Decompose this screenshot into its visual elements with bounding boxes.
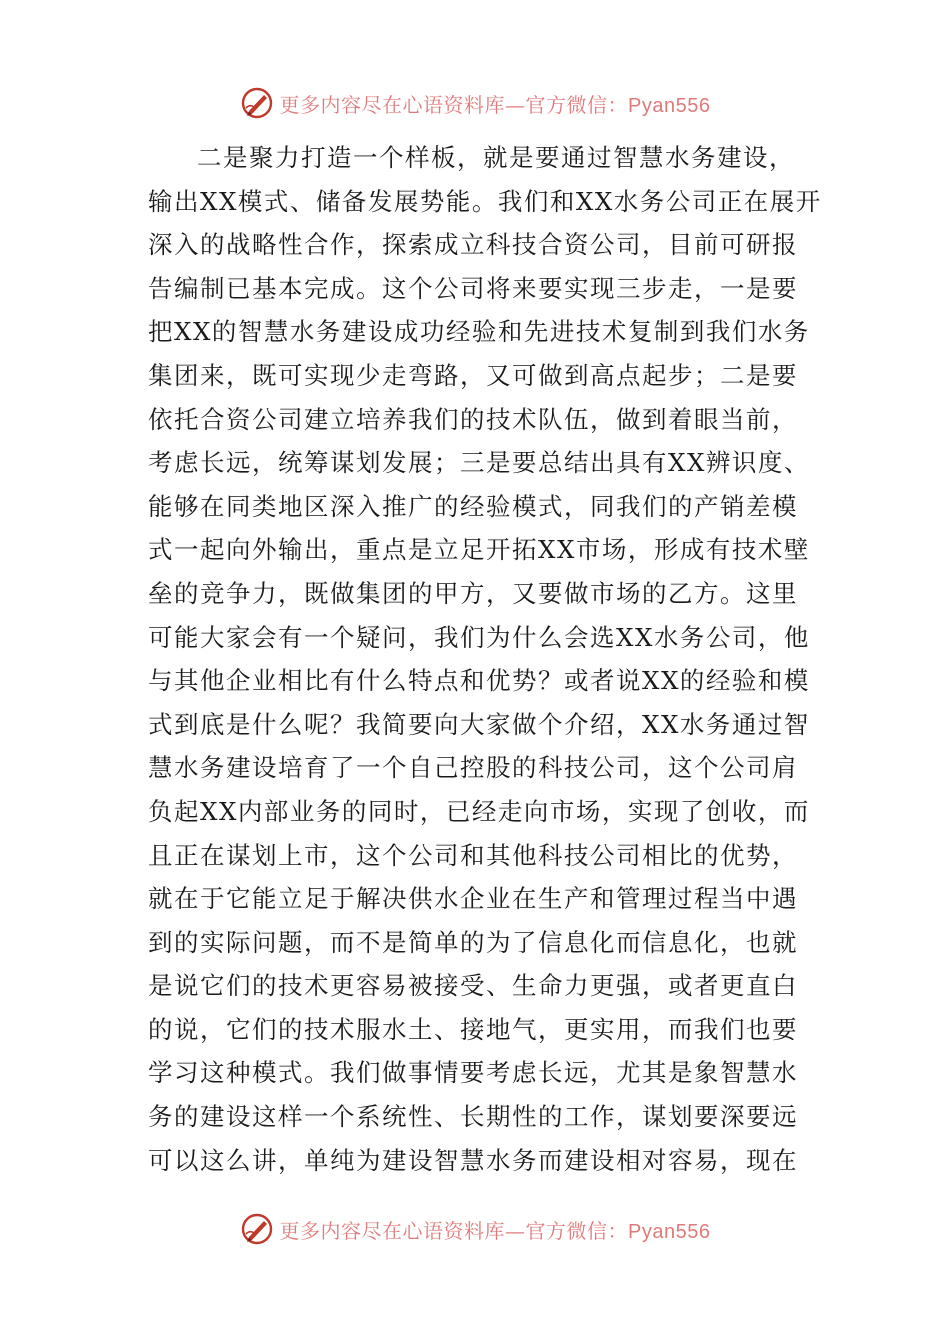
watermark-text: 更多内容尽在心语资料库—官方微信：Pyan556 [279,92,711,117]
text-line: 把XX的智慧水务建设成功经验和先进技术复制到我们水务 [148,317,810,347]
pen-logo-icon [240,1212,274,1246]
text-line: 且正在谋划上市，这个公司和其他科技公司相比的优势， [148,840,798,870]
text-line: 深入的战略性合作，探索成立科技合资公司，目前可研报 [148,230,798,260]
text-line: 是说它们的技术更容易被接受、生命力更强，或者更直白 [148,971,798,1001]
text-line: 学习这种模式。我们做事情要考虑长远，尤其是象智慧水 [148,1058,798,1088]
text-line: 垒的竞争力，既做集团的甲方，又要做市场的乙方。这里 [148,578,798,608]
wechat-id: Pyan556 [628,94,711,117]
text-line: 输出XX模式、储备发展势能。我们和XX水务公司正在展开 [148,186,822,216]
text-line: 的说，它们的技术服水土、接地气，更实用，而我们也要 [148,1014,798,1044]
text-line: 依托合资公司建立培养我们的技术队伍，做到着眼当前， [148,404,798,434]
text-line: 务的建设这样一个系统性、长期性的工作，谋划要深要远 [148,1102,798,1132]
text-line: 告编制已基本完成。这个公司将来要实现三步走，一是要 [148,273,798,303]
text-line: 到的实际问题，而不是简单的为了信息化而信息化，也就 [148,927,798,957]
header-watermark [0,86,950,120]
text-line: 能够在同类地区深入推广的经验模式，同我们的产销差模 [148,491,798,521]
text-line: 就在于它能立足于解决供水企业在生产和管理过程当中遇 [148,884,798,914]
body-paragraph [148,136,822,1182]
text-line: 负起XX内部业务的同时，已经走向市场，实现了创收，而 [148,796,810,826]
text-line: 与其他企业相比有什么特点和优势？或者说XX的经验和模 [148,666,810,696]
text-line: 式一起向外输出，重点是立足开拓XX市场，形成有技术壁 [148,535,810,565]
pen-logo-icon [240,86,274,120]
text-line: 考虑长远，统筹谋划发展；三是要总结出具有XX辨识度、 [148,448,810,478]
footer-watermark [0,1212,950,1246]
text-line: 式到底是什么呢？我简要向大家做个介绍，XX水务通过智 [148,709,810,739]
text-line: 集团来，既可实现少走弯路，又可做到高点起步；二是要 [148,360,798,390]
text-line: 可以这么讲，单纯为建设智慧水务而建设相对容易，现在 [148,1145,798,1175]
text-line: 二是聚力打造一个样板，就是要通过智慧水务建设， [197,143,795,172]
text-line: 可能大家会有一个疑问，我们为什么会选XX水务公司，他 [148,622,810,652]
wechat-id: Pyan556 [628,1220,711,1243]
watermark-text: 更多内容尽在心语资料库—官方微信：Pyan556 [279,1218,711,1243]
text-line: 慧水务建设培育了一个自己控股的科技公司，这个公司肩 [148,753,798,783]
